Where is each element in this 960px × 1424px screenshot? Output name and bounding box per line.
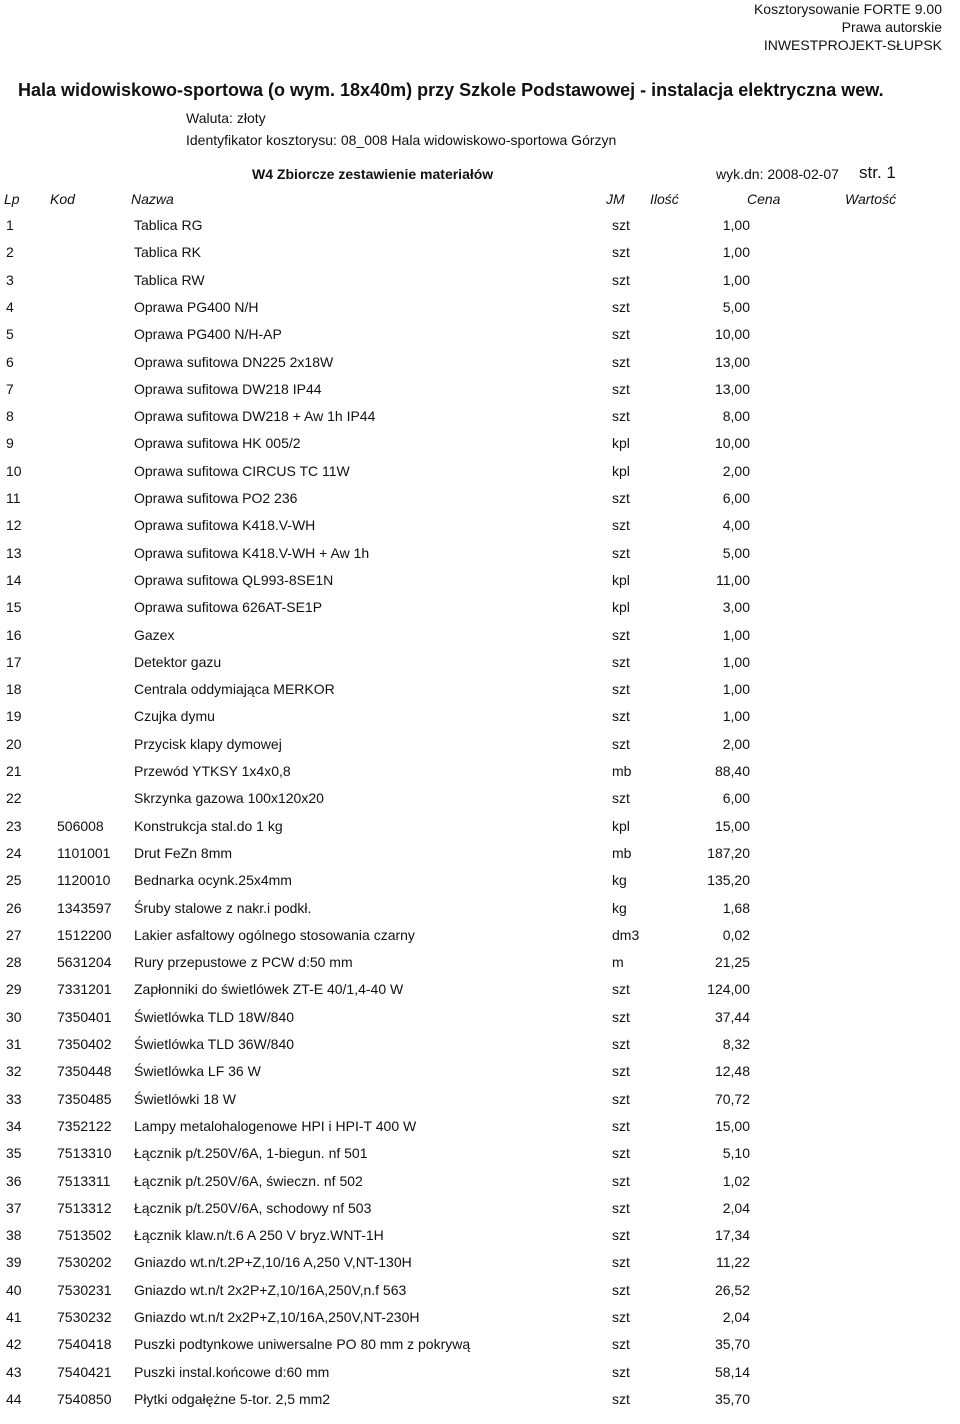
row-jm: szt xyxy=(612,981,630,998)
row-ilosc: 1,68 xyxy=(722,899,750,916)
row-lp: 4 xyxy=(6,298,14,315)
row-kod: 1101001 xyxy=(57,844,111,861)
row-lp: 26 xyxy=(6,899,22,916)
row-lp: 20 xyxy=(6,735,22,752)
row-nazwa: Oprawa PG400 N/H-AP xyxy=(134,326,282,343)
row-jm: mb xyxy=(612,844,632,861)
row-lp: 44 xyxy=(6,1390,22,1407)
table-row xyxy=(0,380,960,398)
row-nazwa: Tablica RG xyxy=(134,217,203,233)
row-kod: 7350402 xyxy=(57,1036,112,1052)
row-jm: kg xyxy=(612,872,627,889)
table-row xyxy=(0,844,960,862)
row-lp: 28 xyxy=(6,954,22,971)
row-kod: 7513502 xyxy=(57,1227,112,1244)
row-jm: szt xyxy=(612,1254,630,1271)
row-ilosc: 5,00 xyxy=(722,298,750,315)
row-lp: 23 xyxy=(6,817,22,834)
copyright-label: Prawa autorskie xyxy=(841,19,942,35)
row-ilosc: 2,04 xyxy=(722,1199,750,1216)
table-row xyxy=(0,926,960,944)
row-lp: 42 xyxy=(6,1336,22,1353)
row-ilosc: 6,00 xyxy=(722,790,750,807)
row-nazwa: Gniazdo wt.n/t 2x2P+Z,10/16A,250V,NT-230H xyxy=(134,1309,420,1325)
row-nazwa: Świetlówka TLD 18W/840 xyxy=(134,1008,295,1025)
row-lp: 32 xyxy=(6,1063,22,1080)
row-ilosc: 1,00 xyxy=(722,244,750,261)
row-kod: 506008 xyxy=(57,817,104,834)
row-nazwa: Świetlówka LF 36 W xyxy=(134,1063,261,1080)
table-row xyxy=(0,1090,960,1108)
row-kod: 7513311 xyxy=(57,1172,111,1189)
header-cena: Cena xyxy=(747,191,781,207)
table-row xyxy=(0,1062,960,1080)
row-jm: szt xyxy=(612,353,630,370)
row-lp: 11 xyxy=(6,490,21,506)
table-row xyxy=(0,762,960,780)
software-credits xyxy=(754,0,942,54)
row-ilosc: 4,00 xyxy=(722,517,750,534)
row-lp: 15 xyxy=(6,599,22,616)
row-lp: 22 xyxy=(6,790,22,807)
row-jm: szt xyxy=(612,708,630,725)
row-ilosc: 1,00 xyxy=(722,653,750,670)
row-kod: 7540421 xyxy=(57,1363,112,1380)
row-ilosc: 1,00 xyxy=(722,681,750,698)
row-lp: 24 xyxy=(6,844,22,861)
row-ilosc: 8,32 xyxy=(722,1036,750,1052)
row-nazwa: Śruby stalowe z nakr.i podkł. xyxy=(134,899,312,916)
software-name: Kosztorysowanie FORTE 9.00 xyxy=(753,1,942,17)
table-row xyxy=(0,789,960,807)
row-nazwa: Bednarka ocynk.25x4mm xyxy=(134,872,292,889)
row-jm: kpl xyxy=(612,817,630,834)
currency-line: Waluta: złoty xyxy=(186,110,266,126)
section-title: W4 Zbiorcze zestawienie materiałów xyxy=(252,166,494,182)
row-ilosc: 26,52 xyxy=(714,1281,750,1298)
row-ilosc: 35,70 xyxy=(714,1390,750,1407)
row-lp: 21 xyxy=(6,763,22,779)
table-row xyxy=(0,544,960,562)
table-row xyxy=(0,871,960,889)
row-ilosc: 2,00 xyxy=(722,735,750,752)
row-lp: 30 xyxy=(6,1008,22,1025)
row-nazwa: Lampy metalohalogenowe HPI i HPI-T 400 W xyxy=(134,1117,417,1134)
row-jm: szt xyxy=(612,490,630,506)
row-jm: szt xyxy=(612,1063,630,1080)
row-jm: szt xyxy=(612,271,630,288)
row-nazwa: Oprawa sufitowa PO2 236 xyxy=(134,490,298,506)
row-ilosc: 0,02 xyxy=(722,926,750,943)
row-ilosc: 37,44 xyxy=(714,1008,750,1025)
table-row xyxy=(0,626,960,644)
row-nazwa: Świetlówki 18 W xyxy=(134,1090,236,1107)
row-ilosc: 2,04 xyxy=(722,1309,750,1325)
row-jm: szt xyxy=(612,1390,630,1407)
row-nazwa: Lakier asfaltowy ogólnego stosowania czarny xyxy=(134,926,415,943)
row-kod: 7513312 xyxy=(57,1199,112,1216)
table-row xyxy=(0,1226,960,1244)
row-jm: szt xyxy=(612,1309,630,1325)
header-kod: Kod xyxy=(50,191,75,207)
row-lp: 13 xyxy=(6,544,22,561)
row-ilosc: 10,00 xyxy=(714,435,750,452)
row-lp: 3 xyxy=(6,271,14,288)
row-nazwa: Oprawa sufitowa QL993-8SE1N xyxy=(134,571,334,588)
row-ilosc: 1,00 xyxy=(722,708,750,725)
row-nazwa: Gniazdo wt.n/t.2P+Z,10/16 A,250 V,NT-130H xyxy=(134,1254,412,1271)
row-jm: kpl xyxy=(612,599,630,616)
row-jm: szt xyxy=(612,790,630,807)
row-nazwa: Przewód YTKSY 1x4x0,8 xyxy=(134,763,291,779)
table-row xyxy=(0,1253,960,1271)
row-jm: szt xyxy=(612,1336,630,1353)
row-nazwa: Gazex xyxy=(134,626,175,643)
table-row xyxy=(0,653,960,671)
document-title: Hala widowiskowo-sportowa (o wym. 18x40m) przy Szkole Podstawowej - instalacja elektryczna wew. xyxy=(18,80,884,100)
row-nazwa: Detektor gazu xyxy=(134,653,222,670)
table-row xyxy=(0,680,960,698)
table-row xyxy=(0,216,960,234)
table-row xyxy=(0,271,960,289)
row-lp: 1 xyxy=(6,217,14,233)
table-row xyxy=(0,953,960,971)
row-kod: 7352122 xyxy=(57,1117,112,1134)
row-nazwa: Łącznik p/t.250V/6A, schodowy nf 503 xyxy=(134,1199,372,1216)
row-jm: szt xyxy=(612,1227,630,1244)
row-jm: dm3 xyxy=(612,926,640,943)
row-ilosc: 187,20 xyxy=(707,844,750,861)
row-jm: szt xyxy=(612,1199,630,1216)
table-row xyxy=(0,1363,960,1381)
row-nazwa: Oprawa PG400 N/H xyxy=(134,298,259,315)
row-jm: szt xyxy=(612,517,630,534)
row-kod: 7350401 xyxy=(57,1008,112,1025)
row-ilosc: 11,22 xyxy=(716,1254,750,1271)
row-lp: 41 xyxy=(6,1309,22,1325)
row-ilosc: 1,00 xyxy=(722,271,750,288)
row-jm: szt xyxy=(612,735,630,752)
table-row xyxy=(0,298,960,316)
row-nazwa: Płytki odgałężne 5-tor. 2,5 mm2 xyxy=(134,1390,331,1407)
row-ilosc: 5,10 xyxy=(722,1145,750,1162)
row-kod: 7540418 xyxy=(57,1336,112,1353)
table-row xyxy=(0,1035,960,1053)
table-row xyxy=(0,516,960,534)
row-lp: 18 xyxy=(6,681,22,698)
row-jm: szt xyxy=(612,653,630,670)
row-nazwa: Oprawa sufitowa CIRCUS TC 11W xyxy=(134,462,350,479)
execution-date: wyk.dn: 2008-02-07 xyxy=(716,166,839,182)
row-jm: szt xyxy=(612,1363,630,1380)
estimate-identifier: Identyfikator kosztorysu: 08_008 Hala widowiskowo-sportowa Górzyn xyxy=(186,132,617,148)
row-lp: 34 xyxy=(6,1117,22,1134)
row-nazwa: Łącznik klaw.n/t.6 A 250 V bryz.WNT-1H xyxy=(134,1227,384,1244)
table-row xyxy=(0,707,960,725)
row-lp: 29 xyxy=(6,981,22,998)
row-lp: 39 xyxy=(6,1254,22,1271)
row-nazwa: Łącznik p/t.250V/6A, świeczn. nf 502 xyxy=(134,1172,363,1189)
row-nazwa: Oprawa sufitowa 626AT-SE1P xyxy=(134,599,323,616)
table-row xyxy=(0,462,960,480)
row-ilosc: 1,02 xyxy=(722,1172,750,1189)
row-jm: kpl xyxy=(612,462,630,479)
table-row xyxy=(0,1390,960,1408)
row-kod: 7540850 xyxy=(57,1390,112,1407)
row-kod: 1120010 xyxy=(57,872,111,889)
copyright-holder: INWESTPROJEKT-SŁUPSK xyxy=(763,37,942,53)
row-lp: 36 xyxy=(6,1172,22,1189)
row-kod: 7530202 xyxy=(57,1254,112,1271)
row-nazwa: Łącznik p/t.250V/6A, 1-biegun. nf 501 xyxy=(134,1145,368,1162)
row-nazwa: Oprawa sufitowa DN225 2x18W xyxy=(134,353,334,370)
row-nazwa: Skrzynka gazowa 100x120x20 xyxy=(134,790,324,807)
table-row xyxy=(0,598,960,616)
row-kod: 7331201 xyxy=(57,981,112,998)
row-jm: szt xyxy=(612,1145,630,1162)
table-row xyxy=(0,571,960,589)
table-row xyxy=(0,489,960,507)
header-lp: Lp xyxy=(4,191,20,207)
row-nazwa: Oprawa sufitowa DW218 + Aw 1h IP44 xyxy=(134,408,376,425)
row-jm: szt xyxy=(612,326,630,343)
row-jm: kpl xyxy=(612,435,630,452)
row-ilosc: 135,20 xyxy=(707,872,750,889)
header-ilosc: Ilość xyxy=(650,191,679,207)
row-jm: szt xyxy=(612,217,630,233)
row-lp: 16 xyxy=(6,626,22,643)
row-lp: 38 xyxy=(6,1227,22,1244)
table-row xyxy=(0,1117,960,1135)
row-ilosc: 13,00 xyxy=(714,353,750,370)
row-lp: 9 xyxy=(6,435,14,452)
row-ilosc: 15,00 xyxy=(714,817,750,834)
row-kod: 7350448 xyxy=(57,1063,112,1080)
row-lp: 37 xyxy=(6,1199,22,1216)
row-nazwa: Świetlówka TLD 36W/840 xyxy=(134,1036,295,1052)
page-number: str. 1 xyxy=(859,163,896,182)
row-jm: szt xyxy=(612,1281,630,1298)
row-nazwa: Zapłonniki do świetlówek ZT-E 40/1,4-40 W xyxy=(134,981,404,998)
row-kod: 7513310 xyxy=(57,1145,112,1162)
row-lp: 40 xyxy=(6,1281,22,1298)
row-kod: 7530231 xyxy=(57,1281,112,1298)
row-nazwa: Rury przepustowe z PCW d:50 mm xyxy=(134,954,353,971)
row-ilosc: 124,00 xyxy=(707,981,750,998)
row-ilosc: 58,14 xyxy=(714,1363,750,1380)
row-ilosc: 5,00 xyxy=(722,544,750,561)
row-jm: szt xyxy=(612,380,630,397)
row-nazwa: Oprawa sufitowa K418.V-WH xyxy=(134,517,316,534)
table-row xyxy=(0,899,960,917)
row-nazwa: Przycisk klapy dymowej xyxy=(134,735,282,752)
row-ilosc: 13,00 xyxy=(714,380,750,397)
row-lp: 35 xyxy=(6,1145,22,1162)
row-ilosc: 15,00 xyxy=(714,1117,750,1134)
table-row xyxy=(0,434,960,452)
row-nazwa: Oprawa sufitowa DW218 IP44 xyxy=(134,380,322,397)
row-jm: m xyxy=(612,954,624,971)
row-ilosc: 70,72 xyxy=(714,1090,750,1107)
row-kod: 7350485 xyxy=(57,1090,112,1107)
row-nazwa: Drut FeZn 8mm xyxy=(134,844,233,861)
table-row xyxy=(0,1281,960,1299)
table-row xyxy=(0,407,960,425)
row-nazwa: Puszki instal.końcowe d:60 mm xyxy=(134,1363,330,1380)
row-kod: 5631204 xyxy=(57,954,112,971)
row-lp: 25 xyxy=(6,872,22,889)
table-row xyxy=(0,735,960,753)
row-nazwa: Gniazdo wt.n/t 2x2P+Z,10/16A,250V,n.f 563 xyxy=(134,1281,407,1298)
table-row xyxy=(0,1008,960,1026)
row-ilosc: 88,40 xyxy=(714,763,750,779)
header-wartosc: Wartość xyxy=(845,191,897,207)
row-nazwa: Puszki podtynkowe uniwersalne PO 80 mm z pokrywą xyxy=(134,1336,471,1353)
row-nazwa: Tablica RK xyxy=(134,244,201,261)
row-nazwa: Konstrukcja stal.do 1 kg xyxy=(134,817,283,834)
row-lp: 31 xyxy=(6,1036,22,1052)
row-nazwa: Centrala oddymiająca MERKOR xyxy=(134,681,335,698)
row-lp: 8 xyxy=(6,408,14,425)
table-row xyxy=(0,1335,960,1353)
row-jm: szt xyxy=(612,681,630,698)
row-lp: 14 xyxy=(6,571,22,588)
row-lp: 27 xyxy=(6,926,22,943)
row-lp: 10 xyxy=(6,462,22,479)
row-lp: 2 xyxy=(6,244,14,261)
row-ilosc: 12,48 xyxy=(714,1063,750,1080)
row-jm: szt xyxy=(612,1117,630,1134)
row-lp: 19 xyxy=(6,708,22,725)
row-ilosc: 6,00 xyxy=(722,490,750,506)
row-ilosc: 8,00 xyxy=(722,408,750,425)
row-nazwa: Oprawa sufitowa HK 005/2 xyxy=(134,435,301,452)
row-jm: szt xyxy=(612,544,630,561)
row-kod: 1343597 xyxy=(57,899,112,916)
table-row xyxy=(0,817,960,835)
row-ilosc: 1,00 xyxy=(722,626,750,643)
table-row xyxy=(0,353,960,371)
table-row xyxy=(0,325,960,343)
table-row xyxy=(0,1308,960,1326)
row-jm: szt xyxy=(612,1090,630,1107)
row-jm: szt xyxy=(612,298,630,315)
row-ilosc: 3,00 xyxy=(722,599,750,616)
table-row xyxy=(0,1199,960,1217)
row-nazwa: Tablica RW xyxy=(134,271,205,288)
row-jm: kpl xyxy=(612,571,630,588)
row-ilosc: 35,70 xyxy=(714,1336,750,1353)
row-lp: 6 xyxy=(6,353,14,370)
row-ilosc: 10,00 xyxy=(714,326,750,343)
row-jm: mb xyxy=(612,763,632,779)
row-jm: szt xyxy=(612,1172,630,1189)
table-header xyxy=(0,191,960,209)
row-jm: szt xyxy=(612,1036,630,1052)
table-row xyxy=(0,980,960,998)
row-jm: szt xyxy=(612,244,630,261)
row-lp: 12 xyxy=(6,517,22,534)
row-ilosc: 1,00 xyxy=(722,217,750,233)
header-nazwa: Nazwa xyxy=(131,191,174,207)
row-kod: 1512200 xyxy=(57,926,112,943)
row-ilosc: 21,25 xyxy=(714,954,750,971)
row-lp: 7 xyxy=(6,380,14,397)
header-jm: JM xyxy=(606,191,625,207)
row-nazwa: Czujka dymu xyxy=(134,708,215,725)
table-row xyxy=(0,243,960,261)
row-lp: 5 xyxy=(6,326,14,343)
row-jm: szt xyxy=(612,1008,630,1025)
row-lp: 17 xyxy=(6,653,22,670)
table-row xyxy=(0,1144,960,1162)
row-kod: 7530232 xyxy=(57,1309,112,1325)
table-row xyxy=(0,1172,960,1190)
row-jm: szt xyxy=(612,626,630,643)
row-ilosc: 2,00 xyxy=(722,462,750,479)
row-ilosc: 11,00 xyxy=(716,571,750,588)
row-lp: 33 xyxy=(6,1090,22,1107)
row-jm: szt xyxy=(612,408,630,425)
row-ilosc: 17,34 xyxy=(714,1227,750,1244)
row-lp: 43 xyxy=(6,1363,22,1380)
row-jm: kg xyxy=(612,899,627,916)
row-nazwa: Oprawa sufitowa K418.V-WH + Aw 1h xyxy=(134,544,370,561)
